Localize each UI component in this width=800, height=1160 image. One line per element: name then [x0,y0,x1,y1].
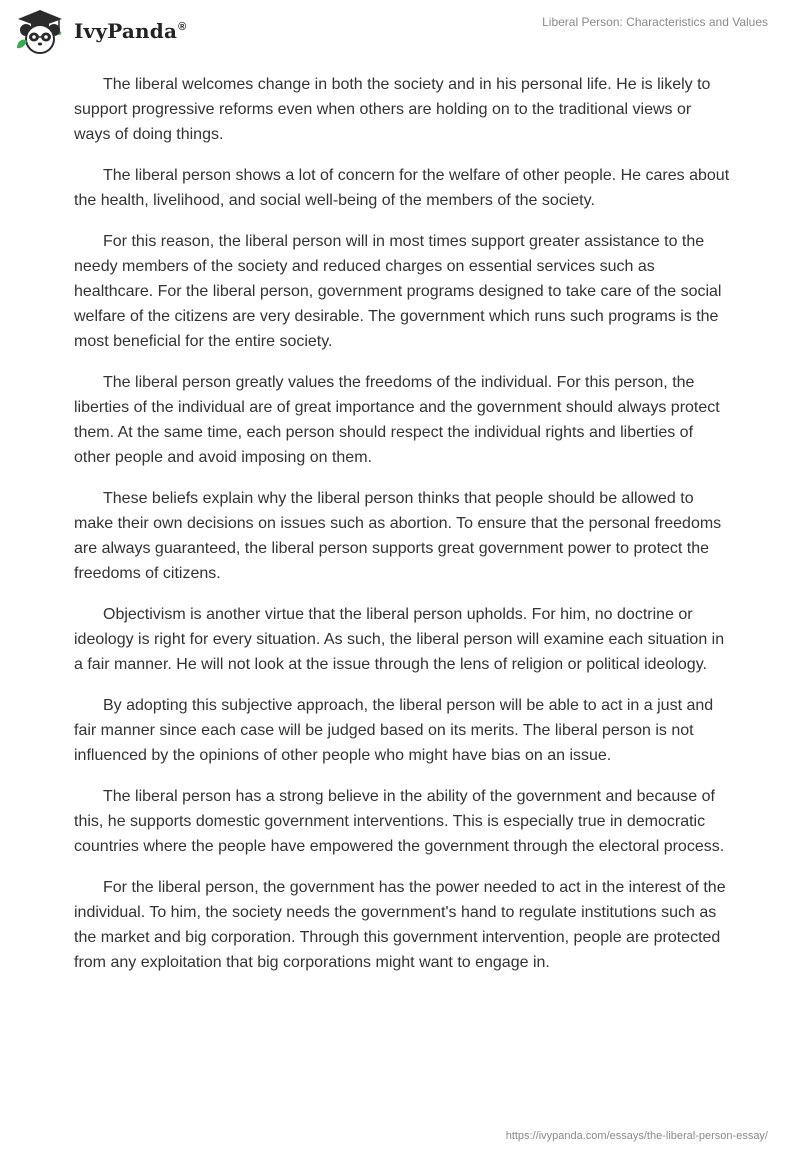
paragraph: The liberal person greatly values the freedoms of the individual. For this person, the liberties of the individual are of great importance and the government should always protect them. At the same time, each person should respect the individual rights and liberties of other people and avoid imposing on them. [74,374,720,466]
paragraph: The liberal welcomes change in both the society and in his personal life. He is likely to support progressive reforms even when others are holding on to the traditional views or ways of doing things. [74,76,711,143]
paragraph: For this reason, the liberal person will in most times support greater assistance to the needy members of the society and reduced charges on essential services such as healthcare. For the liberal person, government programs designed to take care of the social welfare of the citizens are very desirable. The government which runs such programs is the most beneficial for the entire society. [74,233,722,350]
paragraph: The liberal person has a strong believe in the ability of the government and because of this, he supports domestic government interventions. This is especially true in democratic countries where the people have empowered the government through the electoral process. [74,788,725,855]
paragraph: For the liberal person, the government has the power needed to act in the interest of the individual. To him, the society needs the government's hand to regulate institutions such as the market and big corporation. Through this government intervention, people are protected from any exploitation that big corporations might want to engage in. [74,879,726,971]
paragraph: By adopting this subjective approach, the liberal person will be able to act in a just and fair manner since each case will be judged based on its merits. The liberal person is not influenced by the opinions of other people who might have bias on an issue. [74,697,714,764]
paragraph: The liberal person shows a lot of concern for the welfare of other people. He cares about the health, livelihood, and social well-being of the members of the society. [74,167,730,209]
paragraph: These beliefs explain why the liberal person thinks that people should be allowed to make their own decisions on issues such as abortion. To ensure that the personal freedoms are always guaranteed, the liberal person supports great government power to protect the freedoms of citizens. [74,490,722,582]
essay-body [74,72,730,991]
brand-name: IvyPanda® [74,19,187,43]
document-title: Liberal Person: Characteristics and Values [542,15,768,29]
source-url[interactable]: https://ivypanda.com/essays/the-liberal-person-essay/ [505,1130,768,1142]
page-header [0,0,800,60]
ivypanda-logo[interactable] [14,8,186,54]
panda-graduate-icon [14,8,66,54]
paragraph: Objectivism is another virtue that the liberal person upholds. For him, no doctrine or ideology is right for every situation. As such, the liberal person will examine each situation in a fair manner. He will not look at the issue through the lens of religion or political ideology. [74,606,725,673]
